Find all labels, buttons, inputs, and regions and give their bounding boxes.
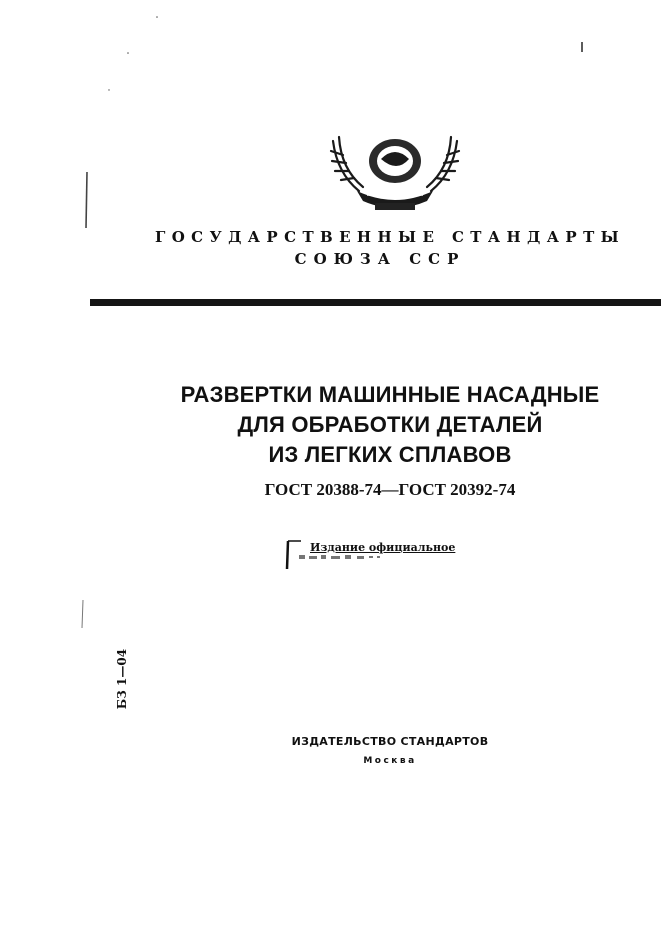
standards-series-title: ГОСУДАРСТВЕННЫЕ СТАНДАРТЫ <box>154 228 626 246</box>
document-title-line-3: ИЗ ЛЕГКИХ СПЛАВОВ <box>268 442 512 467</box>
edition-label: Издание официальное <box>310 541 456 554</box>
standard-number-range: ГОСТ 20388-74—ГОСТ 20392-74 <box>264 480 516 499</box>
document-title-line-1: РАЗВЕРТКИ МАШИННЫЕ НАСАДНЫЕ <box>180 382 600 407</box>
horizontal-rule <box>90 299 661 306</box>
publisher-city: Москва <box>363 756 417 766</box>
document-title-line-2: ДЛЯ ОБРАБОТКИ ДЕТАЛЕЙ <box>237 412 543 437</box>
side-code: БЗ 1—04 <box>115 648 129 710</box>
publisher-name: ИЗДАТЕЛЬСТВО СТАНДАРТОВ <box>291 735 489 748</box>
standards-series-subtitle: СОЮЗА ССР <box>294 250 466 268</box>
state-emblem-icon <box>327 133 463 217</box>
